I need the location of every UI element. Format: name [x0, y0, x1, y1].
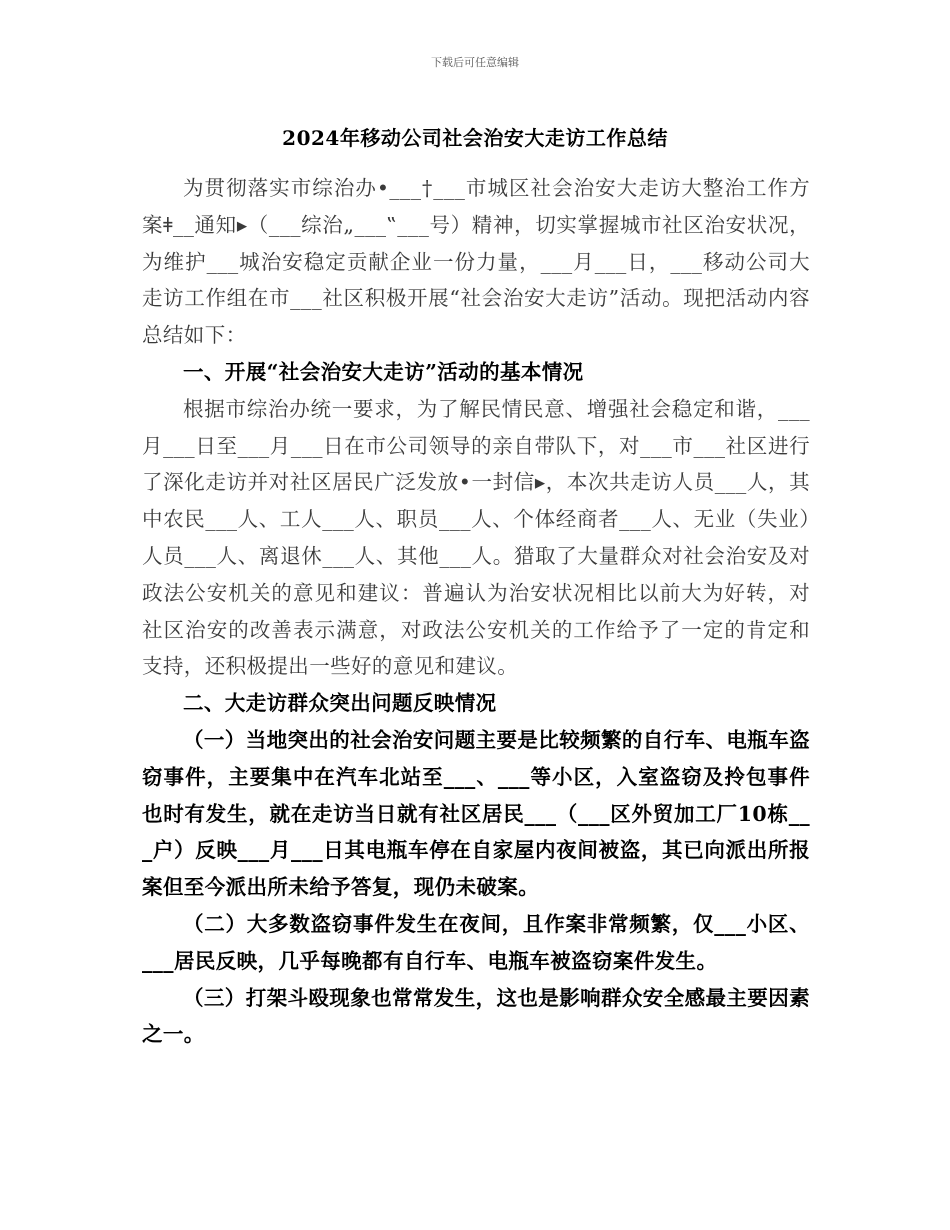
issue-paragraph-1: （一）当地突出的社会治安问题主要是比较频繁的自行车、电瓶车盗窃事件，主要集中在汽车北站至___、___等小区，入室盗窃及拎包事件也时有发生，就在走访当日就有社区居民___（___区外贸加工厂10栋___户）反映___月___日其电瓶车停在自家屋内夜间被盗，其已向派出所报案但至今派出所未给予答复，现仍未破案。	[142, 727, 810, 900]
intro-paragraph: 为贯彻落实市综治办•___†___市城区社会治安大走访大整治工作方案ǂ__通知▸（___综治„___‟___号）精神，切实掌握城市社区治安状况，为维护___城治安稳定贡献企业一份力量，___月___日，___移动公司大走访工作组在市___社区积极开展“社会治安大走访”活动。现把活动内容总结如下：	[142, 176, 810, 348]
section-heading-2: 二、大走访群众突出问题反映情况	[183, 691, 497, 716]
section-1-paragraph: 根据市综治办统一要求，为了解民情民意、增强社会稳定和谐，___月___日至___月___日在市公司领导的亲自带队下，对___市___社区进行了深化走访并对社区居民广泛发放•一封信▸，本次共走访人员___人，其中农民___人、工人___人、职员___人、个体经商者___人、无业（失业）人员___人、离退休___人、其他___人。猎取了大量群众对社会治安及对政法公安机关的意见和建议：普遍认为治安状况相比以前大为好转，对社区治安的改善表示满意，对政法公安机关的工作给予了一定的肯定和支持，还积极提出一些好的意见和建议。	[142, 396, 810, 679]
issue-paragraph-3: （三）打架斗殴现象也常常发生，这也是影响群众安全感最主要因素之一。	[142, 985, 810, 1047]
document-title: 2024年移动公司社会治安大走访工作总结	[282, 126, 668, 150]
document-body	[142, 170, 810, 1053]
issue-paragraph-2: （二）大多数盗窃事件发生在夜间，且作案非常频繁，仅___小区、___居民反映，几乎每晚都有自行车、电瓶车被盗窃案件发生。	[142, 911, 810, 973]
section-heading-1: 一、开展“社会治安大走访”活动的基本情况	[183, 359, 584, 384]
header-note: 下载后可任意编辑	[431, 56, 519, 69]
